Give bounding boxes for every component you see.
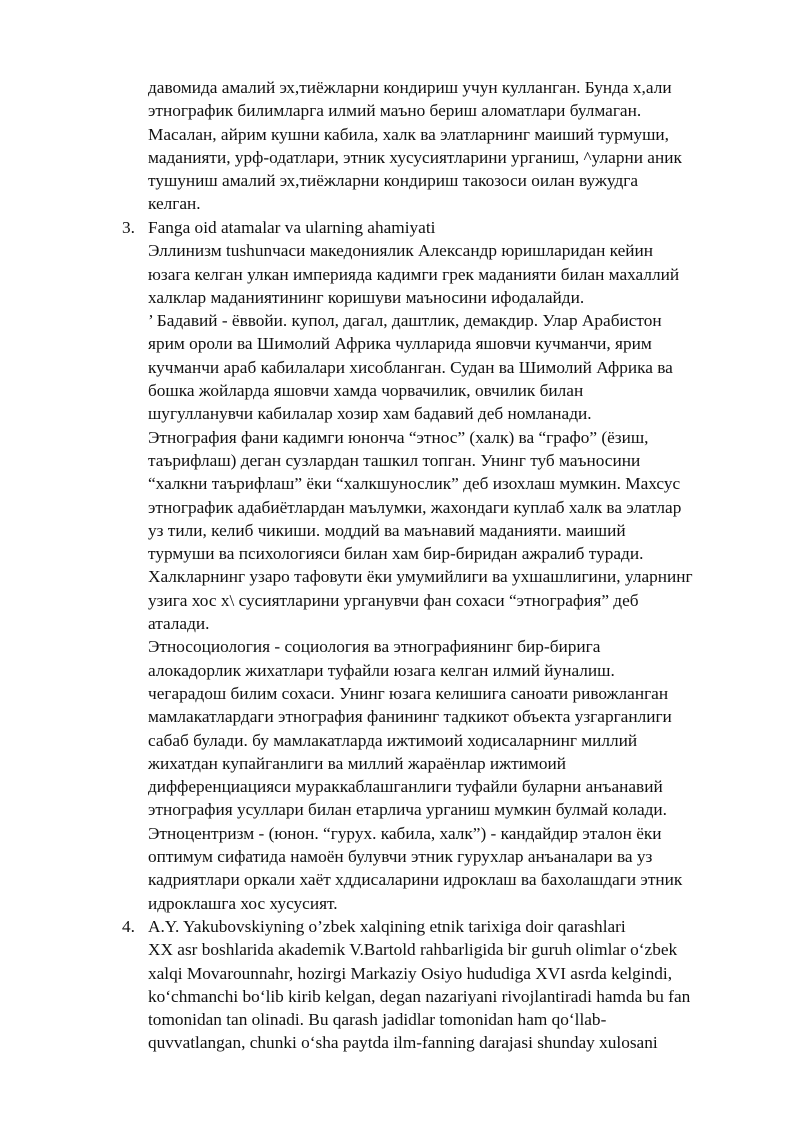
text-line: уз тили, келиб чикиши. моддий ва маънавий маданияти. маиший bbox=[148, 520, 626, 540]
text-line: xalqi Movarounnahr, hozirgi Markaziy Osiyo hududiga XVI asrda kelgindi, bbox=[148, 963, 673, 983]
section-3 bbox=[148, 216, 768, 915]
text-line: халклар маданиятининг коришуви маъносини ифодалайди. bbox=[148, 287, 585, 307]
text-line: Этноцентризм - (юнон. “гурух. кабила, халк”) - кандайдир эталон ёки bbox=[148, 823, 662, 843]
text-line: дифференциацияси мураккаблашганлиги туфайли буларни анъанавий bbox=[148, 777, 663, 797]
text-line: чегарадош билим сохаси. Унинг юзага келишига саноати ривожланган bbox=[148, 683, 669, 703]
text-line: турмуши ва психологияси билан хам бир-биридан ажралиб туради. bbox=[148, 544, 644, 564]
list-number-4: 4. bbox=[122, 917, 135, 936]
section-4 bbox=[148, 915, 768, 1055]
text-line: оптимум сифатида намоён булувчи этник гурухлар анъаналари ва уз bbox=[148, 847, 653, 867]
text-line: кадриятлари оркали хаёт хддисаларини идроклаш ва бахолашдаги этник bbox=[148, 870, 683, 890]
text-line: XX asr boshlarida akademik V.Bartold rahbarligida bir guruh olimlar o‘zbek bbox=[148, 940, 678, 960]
text-line: этнографик адабиётлардан маълумки, жахондаги куплаб халк ва элатлар bbox=[148, 497, 682, 517]
text-line: алокадорлик жихатлари туфайли юзага келган илмий йуналиш. bbox=[148, 660, 615, 680]
text-line: этнография усуллари билан етарлича урганиш мумкин булмай колади. bbox=[148, 800, 667, 820]
text-line: Масалан, айрим кушни кабила, халк ва элатларнинг маиший турмуши, bbox=[148, 124, 669, 144]
text-line: Этносоциология - социология ва этнографиянинг бир-бирига bbox=[148, 637, 601, 657]
text-line: юзага келган улкан империяда кадимги грек маданияти билан махаллий bbox=[148, 264, 680, 284]
text-line: шугулланувчи кабилалар хозир хам бадавий деб номланади. bbox=[148, 404, 592, 424]
text-line: мамлакатлардаги этнография фанининг тадкикот объекта узгарганлиги bbox=[148, 707, 672, 727]
text-line: ’ Бадавий - ёввойи. купол, дагал, даштлик, демакдир. Улар Арабистон bbox=[148, 311, 662, 331]
text-line: сабаб булади. бу мамлакатларда ижтимоий ходисаларнинг миллий bbox=[148, 730, 638, 750]
text-line: ярим ороли ва Шимолий Африка чулларида яшовчи кучманчи, ярим bbox=[148, 334, 652, 354]
text-line: Этнография фани кадимги юнонча “этнос” (халк) ва “графо” (ёзиш, bbox=[148, 427, 649, 447]
text-line: таърифлаш) деган сузлардан ташкил топган. Унинг туб маъносини bbox=[148, 450, 641, 470]
text-line: этнографик билимларга илмий маъно бериш аломатлари булмаган. bbox=[148, 101, 642, 121]
text-line: ko‘chmanchi bo‘lib kirib kelgan, degan nazariyani rivojlantiradi hamda bu fan bbox=[148, 986, 691, 1006]
intro-paragraph bbox=[148, 76, 768, 216]
text-line: келган. bbox=[148, 194, 201, 214]
text-line: бошка жойларда яшовчи хамда чорвачилик, овчилик билан bbox=[148, 381, 584, 401]
text-line: tomonidan tan olinadi. Bu qarash jadidlar tomonidan ham qo‘llab- bbox=[148, 1010, 607, 1030]
text-line: давомида амалий эх,тиёжларни кондириш учун кулланган. Бунда х,али bbox=[148, 78, 672, 97]
list-number-3: 3. bbox=[122, 218, 135, 237]
text-line: маданияти, урф-одатлари, этник хусусиятларини урганиш, ^уларни аник bbox=[148, 147, 682, 167]
text-line: жихатдан купайганлиги ва миллий жараёнлар ижтимоий bbox=[148, 753, 566, 773]
text-line: Халкларнинг узаро тафовути ёки умумийлиги ва ухшашлигини, уларнинг bbox=[148, 567, 693, 587]
text-line: аталади. bbox=[148, 614, 210, 634]
text-line: “халкни таърифлаш” ёки “халкшунослик” деб изохлаш мумкин. Махсус bbox=[148, 474, 681, 494]
text-line: Эллинизм tushunчаси македониялик Александр юришларидан кейин bbox=[148, 241, 654, 261]
section-3-title: Fanga oid atamalar va ularning ahamiyati bbox=[148, 218, 436, 237]
text-line: узига хос х\ сусиятларини урганувчи фан сохаси “этнография” деб bbox=[148, 590, 639, 610]
section-4-title: A.Y. Yakubovskiyning o’zbek xalqining etnik tarixiga doir qarashlari bbox=[148, 917, 626, 936]
text-line: quvvatlangan, chunki o‘sha paytda ilm-fanning darajasi shunday xulosani bbox=[148, 1033, 658, 1053]
text-line: тушуниш амалий эх,тиёжларни кондириш такозоси оилан вужудга bbox=[148, 171, 639, 191]
text-line: идроклашга хос хусусият. bbox=[148, 893, 338, 913]
text-line: кучманчи араб кабилалари хисобланган. Судан ва Шимолий Африка ва bbox=[148, 357, 673, 377]
